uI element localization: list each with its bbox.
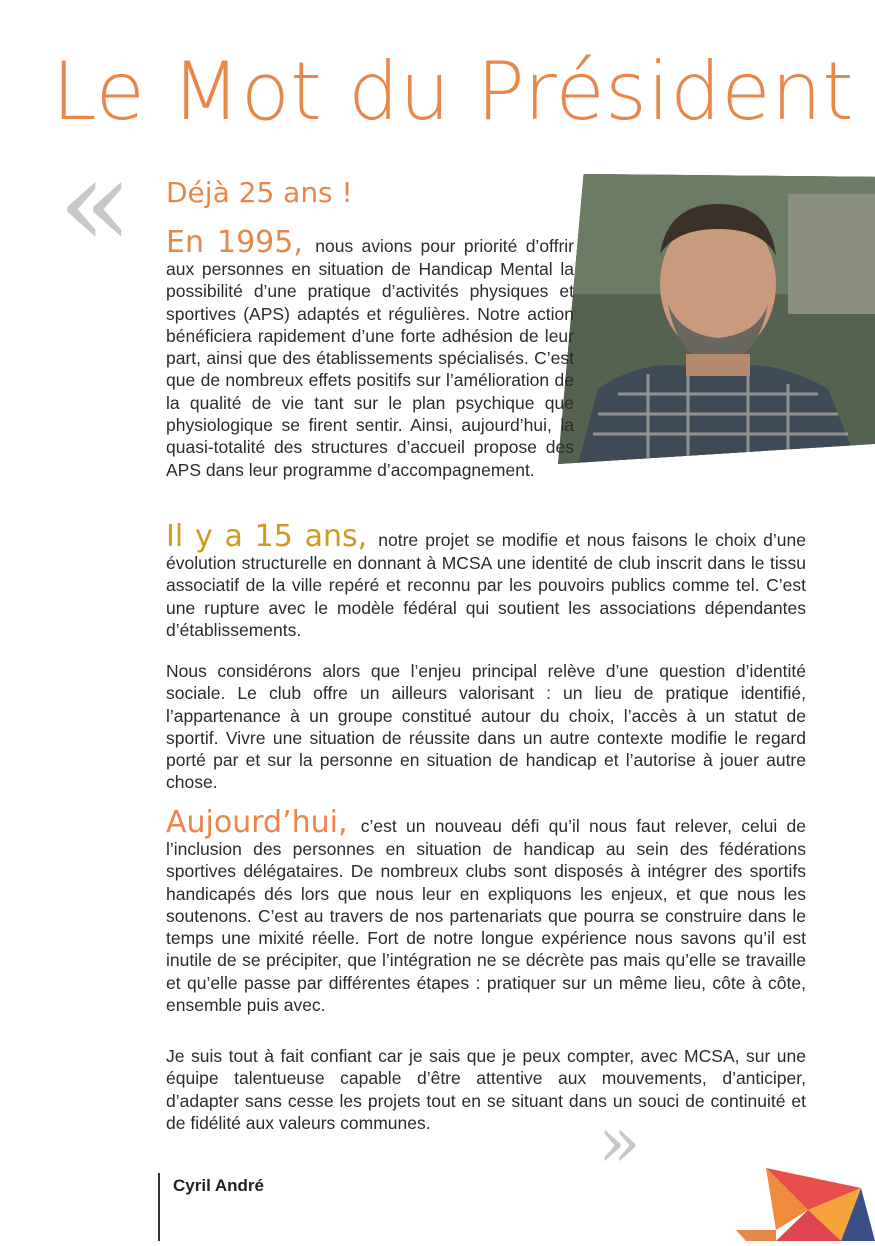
signature-divider [158,1173,160,1241]
paragraph-3: Nous considérons alors que l’enjeu principal relève d’une question d’identité sociale. Le club offre un ailleurs valorisant : un lieu de pratique identifié, l’appartenance à un groupe constitué autour du choix, l’accès à un statut de sportif. Vivre une situation de réussite dans un autre contexte modifie le regard porté par et sur la personne en situation de handicap et l’autorise à jouer autre chose. [166,661,806,793]
paragraph-1 [166,225,575,481]
close-quote-mark: » [598,1101,641,1183]
page-title: Le Mot du Président [52,45,855,138]
open-quote-mark: « [58,132,133,274]
signature-name: Cyril André [173,1176,265,1195]
paragraph-2-lead: Il y a 15 ans, [166,519,368,554]
geometric-bird-logo [736,1160,875,1246]
paragraph-1-lead: En 1995, [166,225,303,260]
subtitle: Déjà 25 ans ! [166,176,353,209]
president-portrait-photo [558,174,875,464]
paragraph-4-text: c’est un nouveau défi qu’il nous faut relever, celui de l’inclusion des personnes en situation de handicap au sein des fédérations sportives délégataires. De nombreux clubs sont disposés à intégrer des sportifs handicapés dés lors que nous leur en expliquons les enjeux, et que nous les soutenons. C’est au travers de nos partenariats que pourra se construire dans le temps une mixité réelle. Fort de notre longue expérience nous savons qu’il est inutile de se précipiter, que l’intégration ne se décrète pas mais qu’elle se travaille et qu’elle passe par différentes étapes : pratiquer sur un même lieu, côte à côte, ensemble puis avec. [166,816,806,1016]
paragraph-2 [166,519,806,641]
paragraph-5: Je suis tout à fait confiant car je sais que je peux compter, avec MCSA, sur une équipe talentueuse capable d’être attentive aux mouvements, d’anticiper, d’adapter sans cesse les projets tout en se situant dans un souci de continuité et de fidélité aux valeurs communes. [166,1046,806,1133]
paragraph-4 [166,805,806,1016]
paragraph-1-text: nous avions pour priorité d’offrir aux personnes en situation de Handicap Mental la possibilité d’une pratique d’activités physiques et sportives (APS) adaptés et régulières. Notre action bénéficiera rapidement d’une forte adhésion de leur part, ainsi que des établissements spécialisés. C’est que de nombreux effets positifs sur l’amélioration de la qualité de vie tant sur le plan psychique que physiologique se firent sentir. Ainsi, aujourd’hui, la quasi-totalité des structures d’accueil propose des APS dans leur programme d’accompagnement. [166,236,575,480]
paragraph-4-lead: Aujourd’hui, [166,805,348,840]
paragraph-2-text: notre projet se modifie et nous faisons le choix d’une évolution structurelle en donnant à MCSA une identité de club inscrit dans le tissu associatif de la ville repéré et reconnu par les pouvoirs publics comme tel. C’est une rupture avec le modèle fédéral qui soutient les associations dépendantes d’établissements. [166,530,806,640]
